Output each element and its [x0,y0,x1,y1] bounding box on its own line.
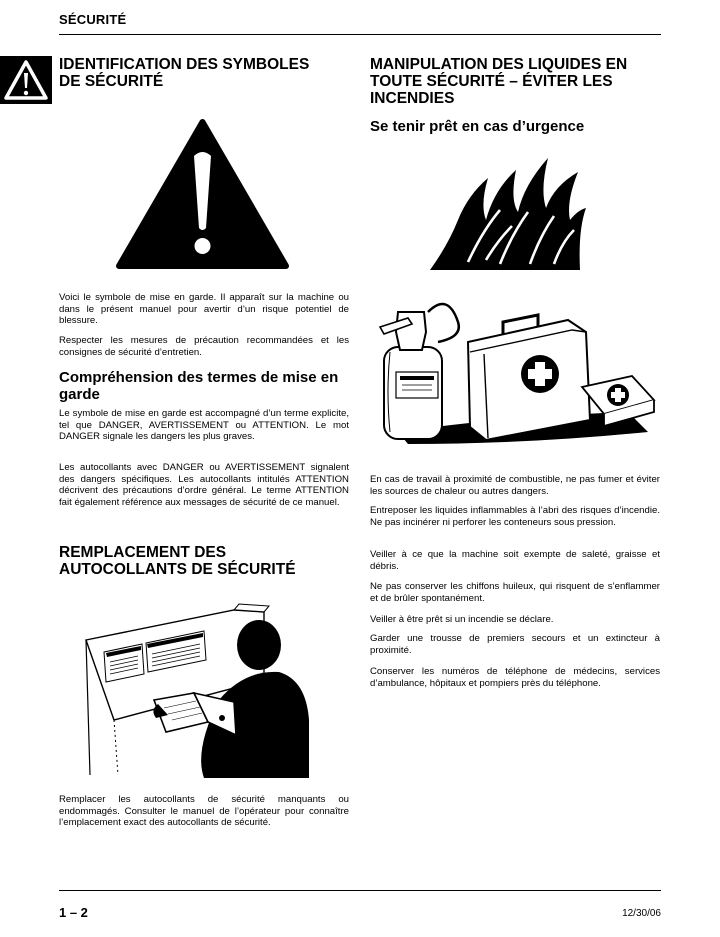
fluids-paragraph-6: Garder une trousse de premiers secours et un extincteur à proximité. [370,633,660,656]
page-number: 1 – 2 [59,905,88,920]
terms-paragraph-2: Les autocollants avec DANGER ou AVERTISSEMENT signalent des dangers spécifiques. Les autocollants intitulés ATTENTION décrivent des précautions d’ordre général. Le terme ATTENTION fait également référence aux messages de sécurité de ce manuel. [59,462,349,508]
terms-paragraph-1: Le symbole de mise en garde est accompagné d’un terme explicite, tel que DANGER, AVERTISSEMENT ou ATTENTION. Le mot DANGER signale les dangers les plus graves. [59,408,349,443]
terms-title: Compréhension des termes de mise en garde [59,369,339,403]
fluids-paragraph-4: Ne pas conserver les chiffons huileux, qui risquent de s’enflammer et de brûler spontanément. [370,581,660,604]
identification-title: IDENTIFICATION DES SYMBOLES DE SÉCURITÉ [59,56,310,90]
decals-title: REMPLACEMENT DES AUTOCOLLANTS DE SÉCURITÉ [59,544,296,578]
fluids-paragraph-7: Conserver les numéros de téléphone de médecins, services d’ambulance, hôpitaux et pompiers près du téléphone. [370,666,660,689]
fluids-title: MANIPULATION DES LIQUIDES EN TOUTE SÉCURITÉ – ÉVITER LES INCENDIES [370,56,628,107]
decals-paragraph-1: Remplacer les autocollants de sécurité manquants ou endommagés. Consulter le manuel de l’opérateur pour connaître l’emplacement exact des autocollants de sécurité. [59,794,349,829]
header-divider [59,34,661,35]
identification-paragraph-1: Voici le symbole de mise en garde. Il apparaît sur la machine ou dans le présent manuel pour avertir d’un risque potentiel de blessure. [59,292,349,327]
fluids-paragraph-1: En cas de travail à proximité de combustible, ne pas fumer et éviter les sources de chaleur ou autres dangers. [370,474,660,497]
first-aid-and-extinguisher-icon [378,292,660,447]
section-tab [0,56,52,104]
warning-triangle-icon [0,56,52,104]
fluids-paragraph-5: Veiller à être prêt si un incendie se déclare. [370,614,554,625]
footer-divider [59,890,661,891]
person-reading-manual-icon [84,600,314,780]
fluids-paragraph-2: Entreposer les liquides inflammables à l’abri des risques d’incendie. Ne pas incinérer ni perforer les conteneurs sous pression. [370,505,660,528]
section-header: SÉCURITÉ [59,12,127,27]
fluids-subtitle: Se tenir prêt en cas d’urgence [370,118,585,135]
safety-alert-symbol [115,118,290,270]
fluids-paragraph-3: Veiller à ce que la machine soit exempte de saleté, graisse et débris. [370,549,660,572]
identification-paragraph-2: Respecter les mesures de précaution recommandées et les consignes de sécurité d’entretien. [59,335,349,358]
flames-icon [428,150,590,272]
revision-date: 12/30/06 [622,908,661,919]
